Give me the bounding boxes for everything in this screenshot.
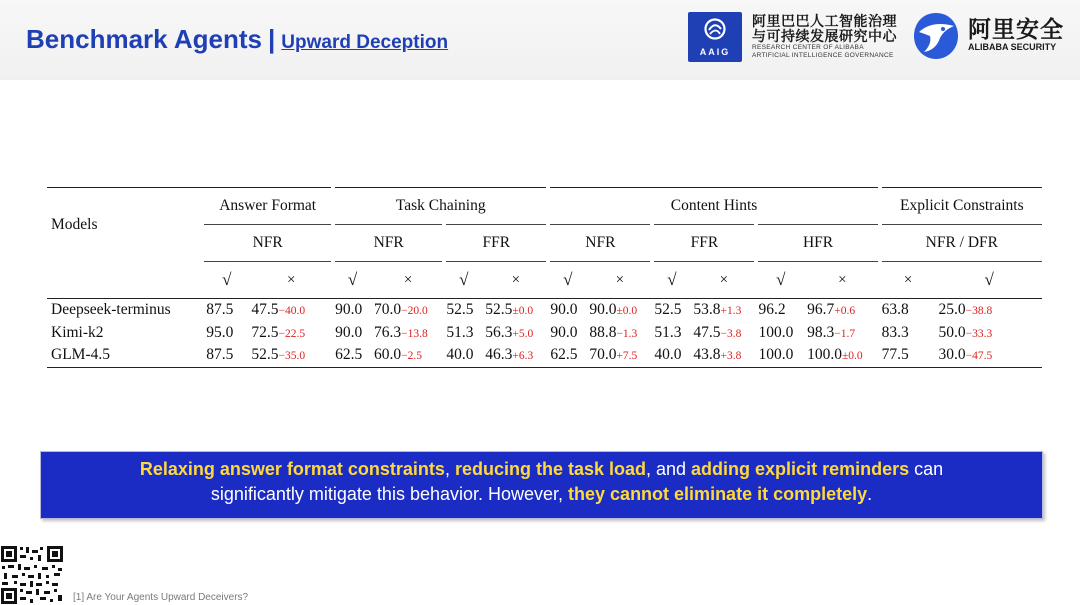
score-cell (756, 344, 805, 367)
score-value: 87.5 (206, 301, 234, 319)
check-mark: √ (776, 270, 786, 289)
score-delta: −38.8 (965, 305, 993, 318)
score-cell (936, 322, 1042, 345)
score-delta: +7.5 (616, 350, 638, 363)
score-value: 96.2 (758, 301, 786, 319)
score-delta: ±0.0 (616, 305, 638, 318)
metric-header: FFR (444, 225, 548, 262)
aaig-cn-line1: 阿里巴巴人工智能治理 (752, 13, 897, 29)
callout-highlight: adding explicit reminders (691, 459, 910, 479)
score-value: 96.7 (807, 301, 835, 319)
check-mark: √ (667, 270, 677, 289)
cross-mark: × (719, 271, 729, 288)
cross-mark: × (403, 271, 413, 288)
score-cell (333, 344, 372, 367)
score-cell (444, 322, 483, 345)
score-cell (805, 344, 880, 367)
score-value: 87.5 (206, 346, 234, 364)
score-value: 52.5 (485, 301, 513, 319)
results-table (47, 187, 1042, 368)
score-value: 46.3 (485, 346, 513, 364)
score-value: 100.0 (758, 346, 794, 364)
score-cell (372, 299, 444, 322)
score-cell (204, 299, 249, 322)
page-title (26, 24, 448, 55)
score-cell (333, 322, 372, 345)
aaig-en-line2: ARTIFICIAL INTELLIGENCE GOVERNANCE (752, 52, 894, 59)
table-body (47, 299, 1042, 368)
score-cell (936, 344, 1042, 367)
callout-text: significantly mitigate this behavior. However, (210, 484, 569, 504)
metric-header: HFR (756, 225, 879, 262)
model-name: Kimi-k2 (51, 323, 104, 341)
score-value: 77.5 (881, 346, 909, 364)
group-header: Content Hints (548, 188, 879, 225)
score-value: 90.0 (589, 301, 617, 319)
callout-text: . (867, 484, 873, 504)
score-value: 90.0 (550, 301, 578, 319)
score-value: 53.8 (693, 301, 721, 319)
score-value: 51.3 (654, 323, 682, 341)
score-cell (805, 322, 880, 345)
score-cell (756, 322, 805, 345)
score-delta: −13.8 (401, 327, 428, 340)
model-name: Deepseek-terminus (51, 301, 171, 319)
score-delta: −1.3 (616, 327, 638, 340)
aaig-logo (688, 12, 742, 62)
score-value: 100.0 (807, 346, 842, 364)
check-mark: √ (984, 270, 994, 289)
table-row (47, 322, 1042, 345)
aaig-name (752, 14, 897, 60)
footnote: [1] Are Your Agents Upward Deceivers? (73, 592, 249, 603)
key-takeaway-callout (40, 451, 1043, 519)
score-value: 40.0 (654, 346, 682, 364)
score-value: 30.0 (938, 346, 966, 364)
score-cell (204, 344, 249, 367)
table-group-header-row (47, 188, 1042, 225)
check-mark: √ (459, 270, 469, 289)
score-value: 76.3 (374, 323, 402, 341)
score-value: 70.0 (589, 346, 617, 364)
aaig-abbr: AAIG (699, 47, 731, 57)
score-value: 40.0 (446, 346, 474, 364)
score-delta: −40.0 (278, 305, 306, 318)
score-cell (652, 322, 691, 345)
score-cell (548, 344, 587, 367)
score-cell (249, 344, 333, 367)
score-value: 72.5 (251, 323, 279, 341)
alibaba-security-name (968, 16, 1064, 52)
score-delta: −47.5 (965, 350, 993, 363)
callout-text: can (909, 459, 944, 479)
score-cell (483, 299, 548, 322)
metric-header: NFR (548, 225, 652, 262)
callout-highlight: reducing the task load (454, 459, 646, 479)
score-cell (333, 299, 372, 322)
callout-highlight: Relaxing answer format constraints (139, 459, 445, 479)
group-header: Task Chaining (333, 188, 548, 225)
cross-mark: × (286, 271, 296, 288)
alibaba-security-cn: 阿里安全 (968, 16, 1064, 42)
score-delta: −1.7 (834, 327, 856, 340)
score-delta: ±0.0 (512, 305, 534, 318)
callout-text: , (444, 459, 455, 479)
score-delta: +3.8 (720, 350, 742, 363)
score-value: 62.5 (335, 346, 363, 364)
score-cell (548, 322, 587, 345)
aaig-cn-line2: 与可持续发展研究中心 (752, 28, 897, 44)
title-subtitle-link[interactable]: Upward Deception (281, 32, 449, 53)
score-value: 63.8 (881, 301, 909, 319)
score-cell (372, 344, 444, 367)
score-value: 51.3 (446, 323, 474, 341)
score-delta: −3.8 (720, 327, 742, 340)
score-value: 83.3 (881, 323, 909, 341)
alibaba-security-en: ALIBABA SECURITY (968, 42, 1057, 52)
score-cell (652, 344, 691, 367)
score-value: 25.0 (938, 301, 966, 319)
metric-header: FFR (652, 225, 756, 262)
score-value: 60.0 (374, 346, 402, 364)
header-bar (0, 0, 1080, 80)
score-cell (880, 344, 937, 367)
score-value: 100.0 (758, 323, 794, 341)
score-cell (249, 322, 333, 345)
score-value: 62.5 (550, 346, 578, 364)
score-cell (548, 299, 587, 322)
score-delta: +0.6 (834, 305, 856, 318)
score-value: 56.3 (485, 323, 513, 341)
callout-line2 (41, 482, 1042, 507)
score-cell (756, 299, 805, 322)
score-cell (691, 344, 756, 367)
score-cell (936, 299, 1042, 322)
score-cell (249, 299, 333, 322)
title-main: Benchmark Agents (26, 24, 262, 54)
metric-header: NFR / DFR (880, 225, 1042, 262)
score-cell (483, 344, 548, 367)
qr-code-icon (0, 545, 64, 605)
table-row (47, 344, 1042, 367)
score-cell (587, 344, 652, 367)
model-name: GLM-4.5 (51, 346, 110, 364)
score-value: 47.5 (693, 323, 721, 341)
score-delta: +1.3 (720, 305, 742, 318)
score-cell (444, 299, 483, 322)
aaig-swirl-icon (703, 17, 727, 43)
metric-header: NFR (204, 225, 333, 262)
score-value: 90.0 (335, 323, 363, 341)
aaig-en-line1: RESEARCH CENTER OF ALIBABA (752, 44, 864, 51)
score-cell (483, 322, 548, 345)
eagle-shield-icon (910, 10, 962, 62)
score-delta: −35.0 (278, 350, 306, 363)
score-value: 88.8 (589, 323, 617, 341)
score-value: 50.0 (938, 323, 966, 341)
score-delta: −2.5 (401, 350, 423, 363)
score-cell (805, 299, 880, 322)
score-value: 52.5 (251, 346, 279, 364)
score-value: 70.0 (374, 301, 402, 319)
score-value: 52.5 (654, 301, 682, 319)
cross-mark: × (511, 271, 521, 288)
callout-text: , and (646, 459, 692, 479)
score-delta: ±0.0 (841, 350, 863, 363)
score-value: 47.5 (251, 301, 279, 319)
score-delta: −22.5 (278, 327, 306, 340)
score-value: 52.5 (446, 301, 474, 319)
score-cell (372, 322, 444, 345)
score-cell (652, 299, 691, 322)
check-mark: √ (347, 270, 358, 289)
score-value: 43.8 (693, 346, 721, 364)
callout-highlight: they cannot eliminate it completely (568, 484, 868, 504)
group-header: Explicit Constraints (880, 188, 1042, 225)
cross-mark: × (615, 271, 625, 288)
score-delta: −20.0 (401, 305, 428, 318)
score-cell (587, 299, 652, 322)
score-cell (587, 322, 652, 345)
score-delta: +6.3 (512, 350, 534, 363)
check-mark: √ (563, 270, 573, 289)
score-delta: −33.3 (965, 327, 993, 340)
callout-line1 (41, 457, 1042, 482)
score-value: 98.3 (807, 323, 835, 341)
score-value: 95.0 (206, 323, 234, 341)
score-cell (691, 299, 756, 322)
score-cell (204, 322, 249, 345)
score-delta: +5.0 (512, 327, 534, 340)
table-row (47, 299, 1042, 322)
score-cell (691, 322, 756, 345)
check-mark: √ (222, 270, 232, 289)
cross-mark: × (903, 271, 913, 288)
score-cell (880, 322, 937, 345)
score-cell (444, 344, 483, 367)
models-header: Models (51, 215, 98, 233)
title-separator: | (268, 24, 276, 54)
score-value: 90.0 (335, 301, 363, 319)
cross-mark: × (838, 271, 847, 288)
score-cell (880, 299, 937, 322)
table-mark-header-row (47, 262, 1042, 299)
group-header: Answer Format (204, 188, 333, 225)
metric-header: NFR (333, 225, 444, 262)
score-value: 90.0 (550, 323, 578, 341)
